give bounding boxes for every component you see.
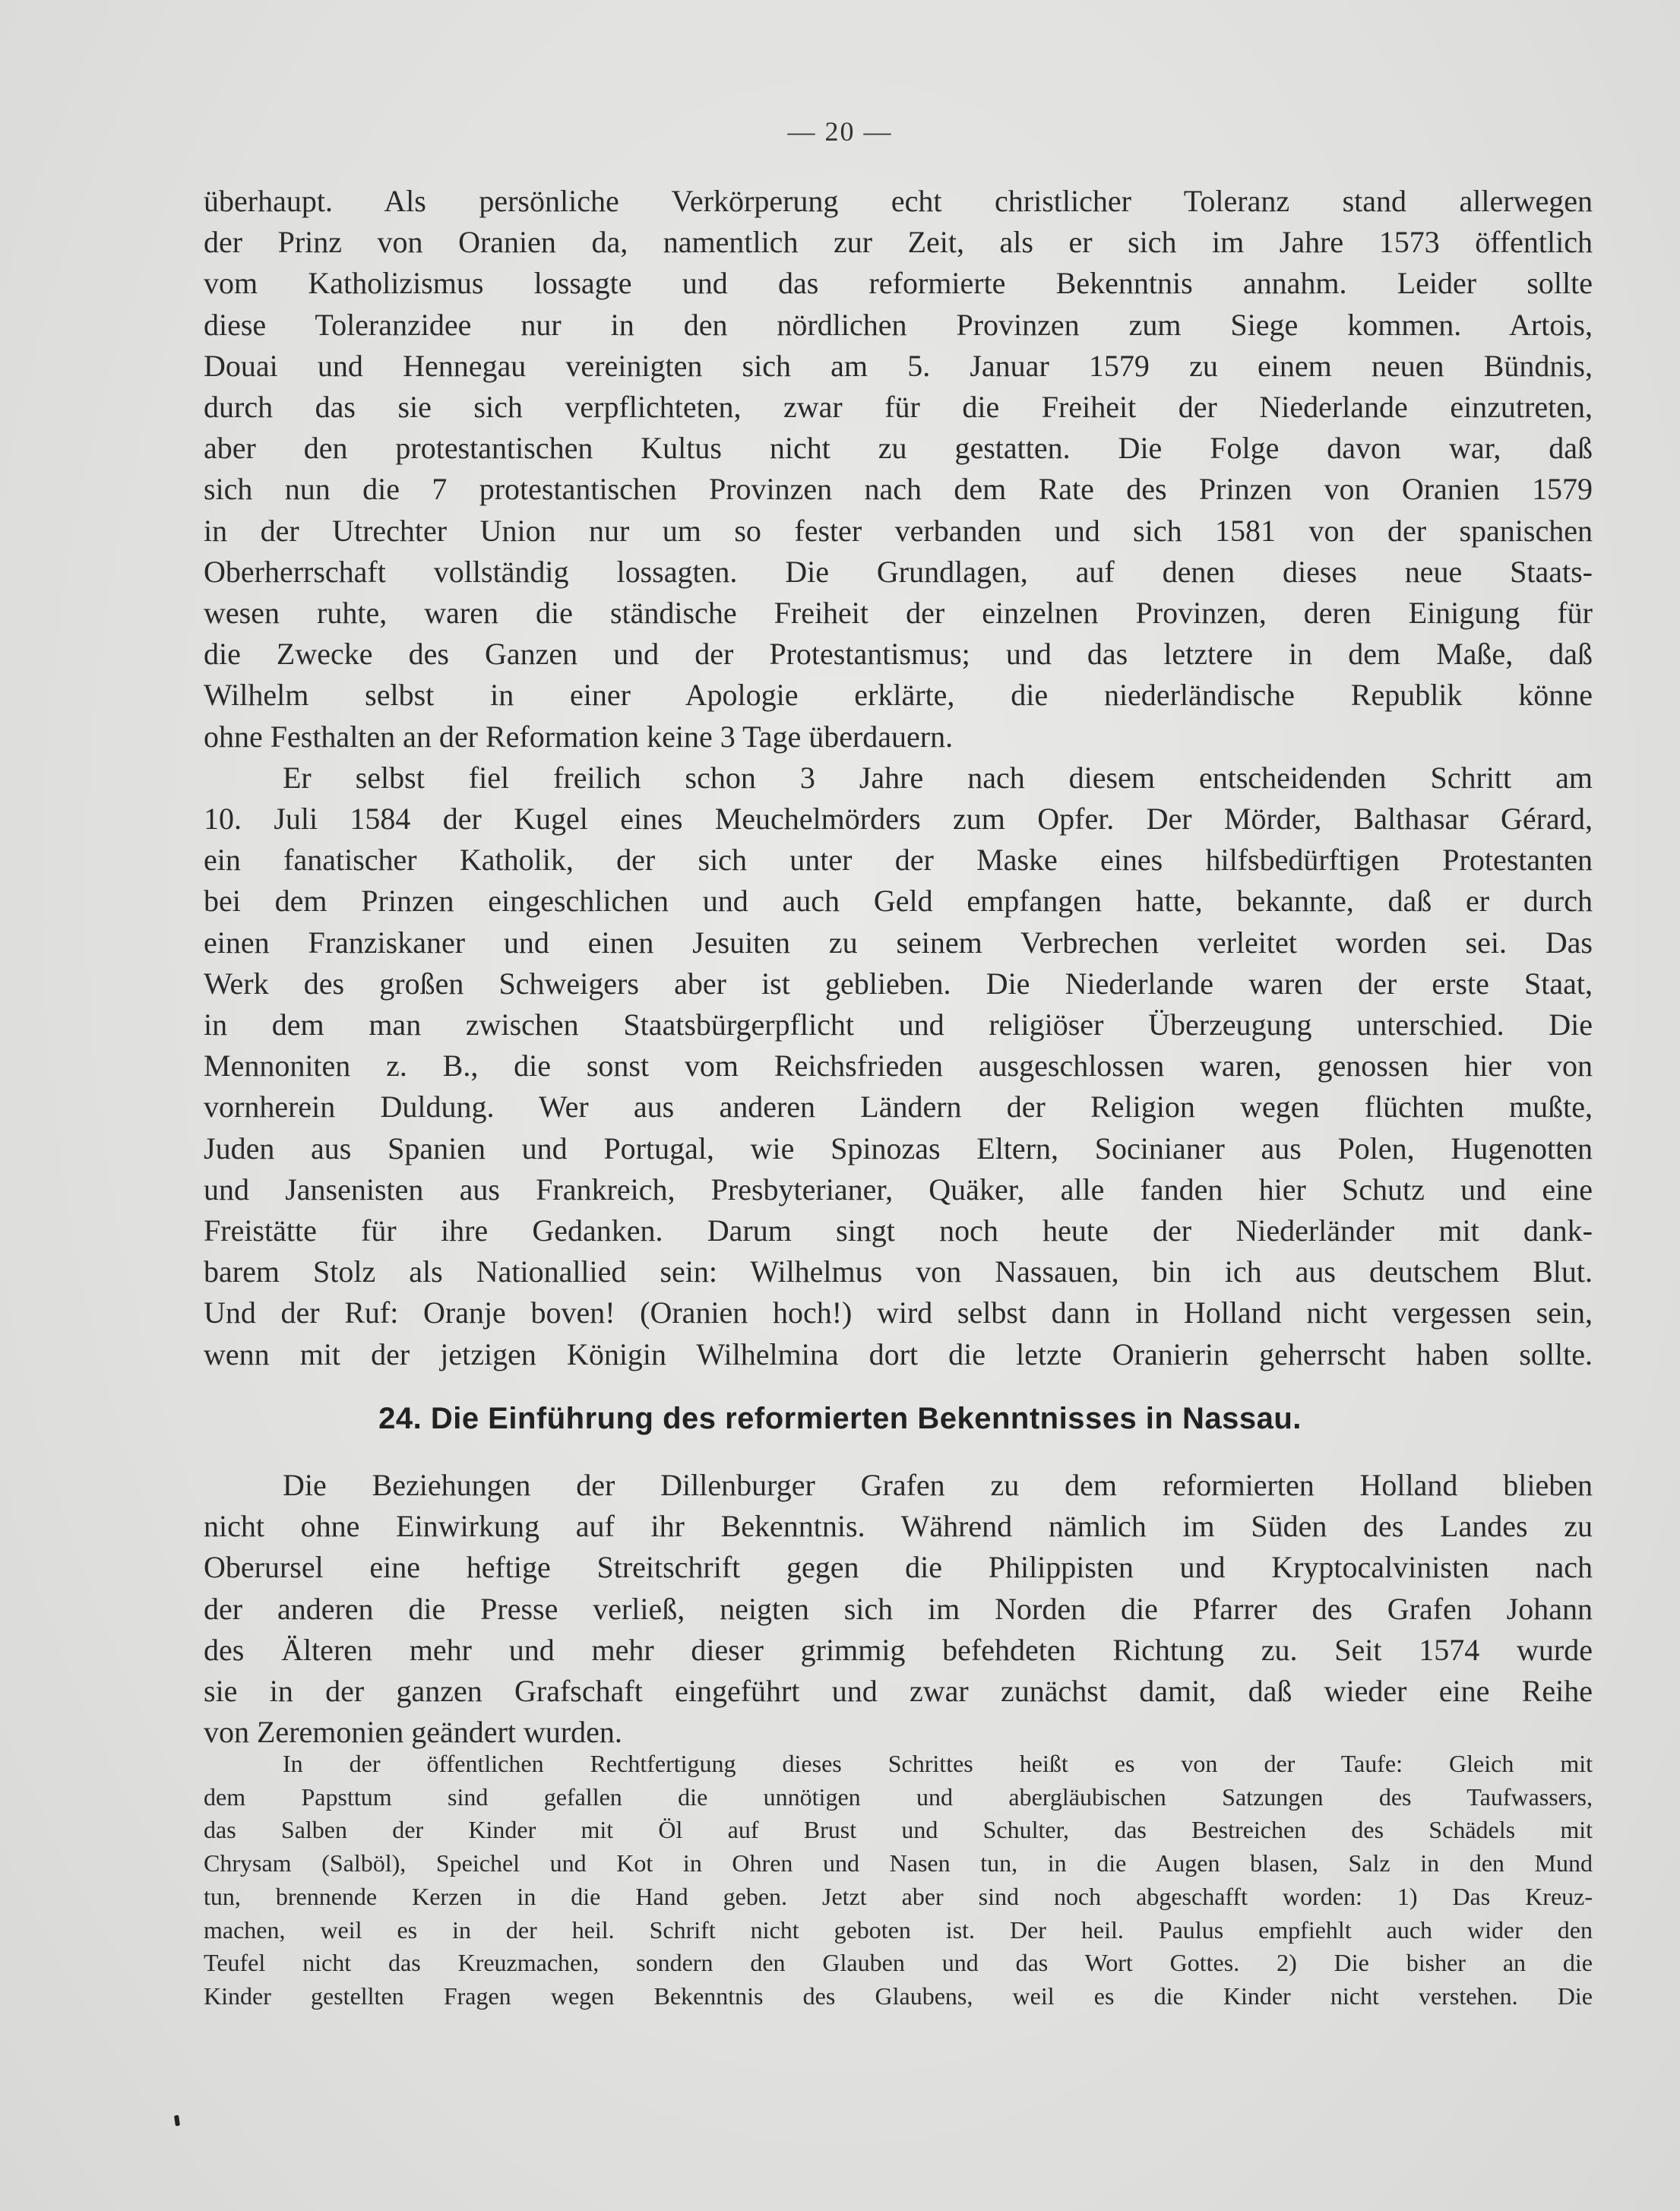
footnote-line: machen, weil es in der heil. Schrift nicht geboten ist. Der heil. Paulus empfiehlt auch wider den	[204, 1915, 1593, 1944]
text-line: nicht ohne Einwirkung auf ihr Bekenntnis. Während nämlich im Süden des Landes zu	[204, 1509, 1593, 1544]
text-line: in dem man zwischen Staatsbürgerpflicht und religiöser Überzeugung unterschied. Die	[204, 1007, 1593, 1042]
footnote-text	[204, 1748, 1593, 2013]
text-line: wesen ruhte, waren die ständische Freiheit der einzelnen Provinzen, deren Einigung für	[204, 596, 1593, 631]
text-line: barem Stolz als Nationallied sein: Wilhelmus von Nassauen, bin ich aus deutschem Blut.	[204, 1254, 1593, 1289]
text-line: in der Utrechter Union nur um so fester verbanden und sich 1581 von der spanischen	[204, 513, 1593, 548]
text-line: die Zwecke des Ganzen und der Protestantismus; und das letztere in dem Maße, daß	[204, 637, 1593, 672]
text-line: Juden aus Spanien und Portugal, wie Spinozas Eltern, Socinianer aus Polen, Hugenotten	[204, 1131, 1593, 1166]
text-line: Mennoniten z. B., die sonst vom Reichsfrieden ausgeschlossen waren, genossen hier von	[204, 1049, 1593, 1083]
text-line: von Zeremonien geändert wurden.	[204, 1715, 622, 1750]
footnote-line: tun, brennende Kerzen in die Hand geben. Jetzt aber sind noch abgeschafft worden: 1) Das Kreuz-	[204, 1882, 1593, 1910]
text-line: vom Katholizismus lossagte und das reformierte Bekenntnis annahm. Leider sollte	[204, 266, 1593, 301]
text-line: bei dem Prinzen eingeschlichen und auch Geld empfangen hatte, bekannte, daß er durch	[204, 884, 1593, 919]
text-line: wenn mit der jetzigen Königin Wilhelmina dort die letzte Oranierin geherrscht haben sollte.	[204, 1336, 1593, 1371]
text-line: sich nun die 7 protestantischen Provinzen nach dem Rate des Prinzen von Oranien 1579	[204, 472, 1593, 507]
footnote-line: Teufel nicht das Kreuzmachen, sondern den Glauben und das Wort Gottes. 2) Die bisher an die	[204, 1949, 1593, 1977]
text-line: 10. Juli 1584 der Kugel eines Meuchelmörders zum Opfer. Der Mörder, Balthasar Gérard,	[204, 802, 1593, 837]
text-line: Oberursel eine heftige Streitschrift gegen die Philippisten und Kryptocalvinisten nach	[204, 1550, 1593, 1585]
text-line: Die Beziehungen der Dillenburger Grafen zu dem reformierten Holland blieben	[283, 1468, 1593, 1502]
section-text	[204, 1465, 1593, 1753]
text-line: Werk des großen Schweigers aber ist geblieben. Die Niederlande waren der erste Staat,	[204, 966, 1593, 1001]
ink-speck	[174, 2115, 180, 2127]
text-line: vornherein Duldung. Wer aus anderen Ländern der Religion wegen flüchten mußte,	[204, 1090, 1593, 1124]
footnote-line: Kinder gestellten Fragen wegen Bekenntnis des Glaubens, weil es die Kinder nicht verstehen. Die	[204, 1982, 1593, 2010]
text-line: des Älteren mehr und mehr dieser grimmig befehdeten Richtung zu. Seit 1574 wurde	[204, 1632, 1593, 1667]
text-line: der Prinz von Oranien da, namentlich zur Zeit, als er sich im Jahre 1573 öffentlich	[204, 225, 1593, 260]
text-line: einen Franziskaner und einen Jesuiten zu seinem Verbrechen verleitet worden sei. Das	[204, 925, 1593, 960]
text-line: Wilhelm selbst in einer Apologie erklärte, die niederländische Republik könne	[204, 678, 1593, 713]
text-line: der anderen die Presse verließ, neigten sich im Norden die Pfarrer des Grafen Johann	[204, 1591, 1593, 1626]
text-line: sie in der ganzen Grafschaft eingeführt und zwar zunächst damit, daß wieder eine Reihe	[204, 1674, 1593, 1709]
text-line: diese Toleranzidee nur in den nördlichen Provinzen zum Siege kommen. Artois,	[204, 307, 1593, 342]
text-line: Und der Ruf: Oranje boven! (Oranien hoch!) wird selbst dann in Holland nicht vergessen sein,	[204, 1295, 1593, 1330]
text-line: ohne Festhalten an der Reformation keine 3 Tage überdauern.	[204, 719, 954, 754]
text-line: durch das sie sich verpflichteten, zwar für die Freiheit der Niederlande einzutreten,	[204, 390, 1593, 425]
body-text	[204, 181, 1593, 1375]
text-line: überhaupt. Als persönliche Verkörperung echt christlicher Toleranz stand allerwegen	[204, 184, 1593, 218]
text-line: und Jansenisten aus Frankreich, Presbyterianer, Quäker, alle fanden hier Schutz und eine	[204, 1172, 1593, 1207]
footnote-line: Chrysam (Salböl), Speichel und Kot in Ohren und Nasen tun, in die Augen blasen, Salz in den Mund	[204, 1849, 1593, 1877]
footnote-line: In der öffentlichen Rechtfertigung dieses Schrittes heißt es von der Taufe: Gleich mit	[283, 1750, 1593, 1777]
text-line: Freistätte für ihre Gedanken. Darum singt noch heute der Niederländer mit dank-	[204, 1213, 1593, 1248]
text-line: Douai und Hennegau vereinigten sich am 5. Januar 1579 zu einem neuen Bündnis,	[204, 348, 1593, 383]
text-line: ein fanatischer Katholik, der sich unter der Maske eines hilfsbedürftigen Protestanten	[204, 843, 1593, 878]
text-line: Oberherrschaft vollständig lossagten. Die Grundlagen, auf denen dieses neue Staats-	[204, 554, 1593, 589]
section-heading: 24. Die Einführung des reformierten Bekenntnisses in Nassau.	[378, 1402, 1302, 1435]
footnote-line: das Salben der Kinder mit Öl auf Brust und Schulter, das Bestreichen des Schädels mit	[204, 1816, 1593, 1844]
text-line: aber den protestantischen Kultus nicht zu gestatten. Die Folge davon war, daß	[204, 431, 1593, 466]
footnote-line: dem Papsttum sind gefallen die unnötigen und abergläubischen Satzungen des Taufwassers,	[204, 1782, 1593, 1811]
text-line: Er selbst fiel freilich schon 3 Jahre nach diesem entscheidenden Schritt am	[283, 760, 1593, 795]
page-number: — 20 —	[787, 116, 893, 147]
